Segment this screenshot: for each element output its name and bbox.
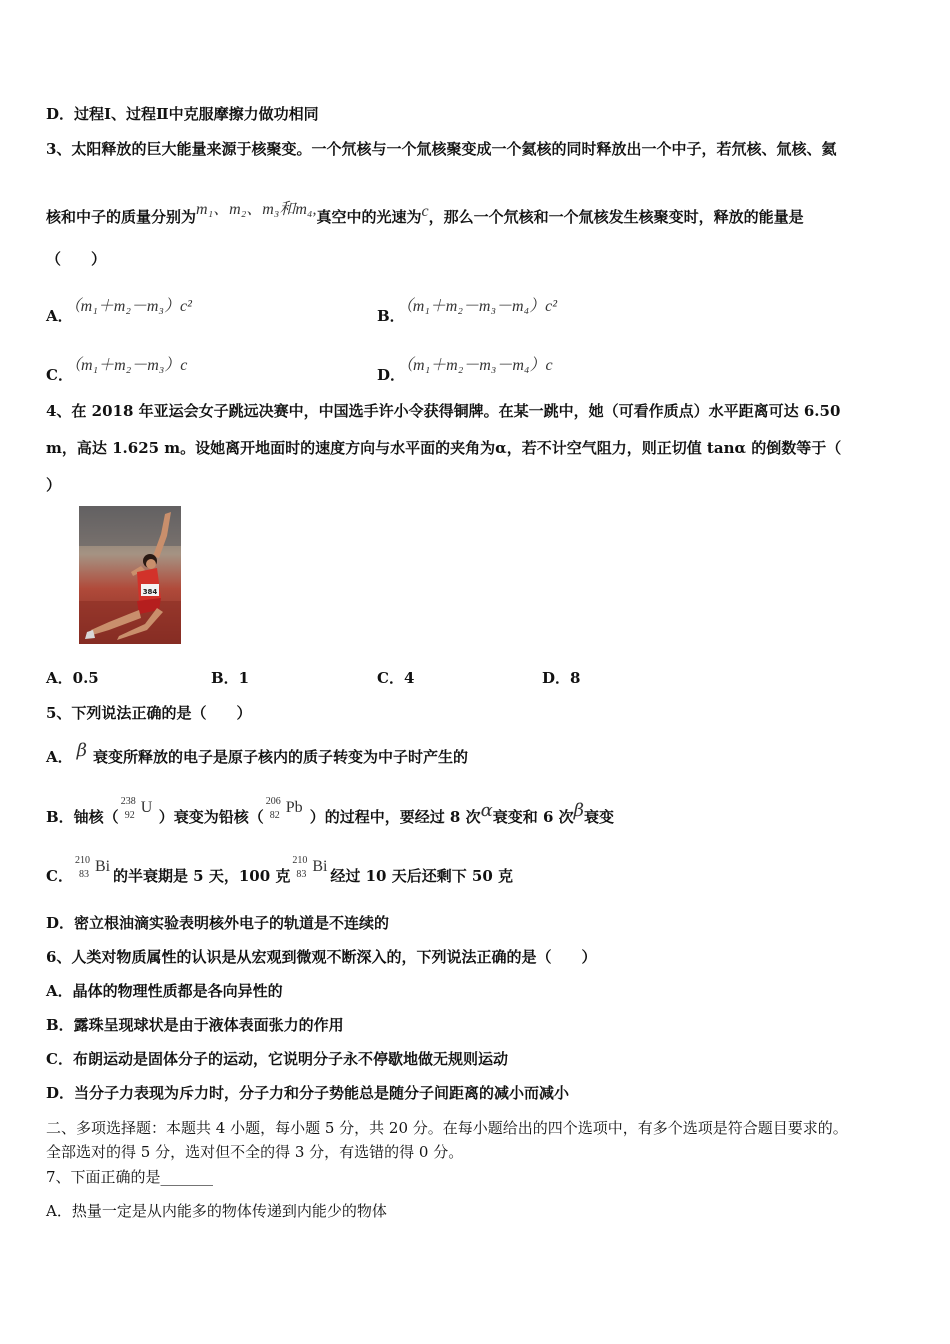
- q4-option-c: C．4: [377, 669, 415, 687]
- alpha-symbol: α: [480, 800, 493, 821]
- q5-option-a-label: A．: [46, 748, 73, 766]
- q4-option-b: B．1: [211, 669, 250, 687]
- uranium-symbol: U: [140, 799, 153, 816]
- long-jump-illustration: [79, 506, 181, 644]
- bib-number: 384: [142, 588, 158, 596]
- q4-option-a: A．0.5: [46, 669, 99, 687]
- long-jump-photo: [79, 506, 181, 644]
- q4-stem-line3: ）: [46, 476, 62, 494]
- bismuth-atomic-number: 83: [78, 869, 89, 880]
- q5-option-c-end: 经过 10 天后还剩下 50 克: [330, 867, 514, 885]
- q5-option-d: D．密立根油滴实验表明核外电子的轨道是不连续的: [46, 914, 390, 932]
- lead-symbol: Pb: [285, 799, 303, 816]
- q5-option-b: [46, 796, 614, 827]
- beta-symbol-2: β: [573, 800, 585, 821]
- q3-option-c: [46, 352, 187, 385]
- q4-stem-line1: 4、在 2018 年亚运会女子跳远决赛中，中国选手许小令获得铜牌。在某一跳中，她（可看作质点）水平距离可达 6.50: [46, 402, 841, 420]
- bismuth-mass-number-2: 210: [292, 855, 308, 866]
- q3-stem-prefix: 核和中子的质量分别为: [46, 208, 197, 226]
- q3-stem-mid: 真空中的光速为: [316, 208, 422, 226]
- q3-option-a-label: A．: [46, 307, 73, 325]
- q7-stem: 7、下面正确的是_______: [46, 1168, 214, 1186]
- q6-option-a: A．晶体的物理性质都是各向异性的: [46, 982, 283, 1000]
- q3-option-d-formula: （m₁＋m₂－m₃－m₄）c: [405, 357, 553, 374]
- lead-atomic-number: 82: [269, 810, 280, 821]
- q5-option-b-label: B．铀核（: [46, 808, 119, 826]
- q5-option-a: [46, 740, 468, 767]
- uranium-atomic-number: 92: [124, 810, 135, 821]
- q3-option-c-formula: （m₁＋m₂－m₃）c: [72, 357, 188, 374]
- q2-option-d: D．过程Ⅰ、过程Ⅱ中克服摩擦力做功相同: [46, 105, 319, 123]
- q5-option-c: [46, 855, 513, 886]
- section2-heading-line2: 全部选对的得 5 分，选对但不全的得 3 分，有选错的得 0 分。: [46, 1143, 464, 1161]
- q3-paren: （ ）: [46, 250, 107, 268]
- q3-option-c-label: C．: [46, 366, 73, 384]
- lead-mass-number: 206: [265, 796, 281, 807]
- q3-light-speed: c: [421, 203, 429, 220]
- q3-stem-line2: [46, 196, 804, 227]
- q3-stem-suffix: ，那么一个氘核和一个氚核发生核聚变时，释放的能量是: [428, 208, 804, 226]
- bismuth-nuclide-2: [290, 855, 330, 885]
- q3-option-a-formula: （m₁＋m₂－m₃）c²: [72, 298, 192, 315]
- bismuth-nuclide: [73, 855, 113, 885]
- lead-nuclide: [264, 796, 310, 826]
- q5-option-b-mid1: ）衰变为铅核（: [158, 808, 264, 826]
- bismuth-mass-number: 210: [74, 855, 90, 866]
- q5-stem: 5、下列说法正确的是（ ）: [46, 704, 252, 722]
- q3-masses: m₁、m₂、m₃和m₄,: [196, 201, 317, 218]
- bismuth-symbol-2: Bi: [312, 858, 328, 875]
- q5-option-b-mid3: 衰变和 6 次: [492, 808, 574, 826]
- q7-option-a: A．热量一定是从内能多的物体传递到内能少的物体: [46, 1202, 387, 1220]
- bismuth-symbol: Bi: [94, 858, 111, 875]
- q6-option-d: D．当分子力表现为斥力时，分子力和分子势能总是随分子间距离的减小而减小: [46, 1084, 570, 1102]
- uranium-nuclide: [119, 796, 159, 826]
- q5-option-b-mid2: ）的过程中，要经过 8 次: [309, 808, 481, 826]
- q5-option-c-label: C．: [46, 867, 73, 885]
- q3-stem-line1: 3、太阳释放的巨大能量来源于核聚变。一个氘核与一个氚核聚变成一个氦核的同时释放出一个中子，若氘核、氚核、氦: [46, 140, 837, 158]
- section2-heading-line1: 二、多项选择题：本题共 4 小题，每小题 5 分，共 20 分。在每小题给出的四个选项中，有多个选项是符合题目要求的。: [46, 1119, 848, 1137]
- beta-symbol: β: [76, 740, 88, 761]
- q6-stem: 6、人类对物质属性的认识是从宏观到微观不断深入的，下列说法正确的是（ ）: [46, 948, 597, 966]
- bismuth-atomic-number-2: 83: [296, 869, 307, 880]
- uranium-mass-number: 238: [120, 796, 136, 807]
- q3-option-b: [377, 293, 557, 326]
- q3-option-b-label: B．: [377, 307, 405, 325]
- q3-option-b-formula: （m₁＋m₂－m₃－m₄）c²: [404, 298, 558, 315]
- q3-option-d: [377, 352, 553, 385]
- q4-option-d: D．8: [542, 669, 581, 687]
- q6-option-c: C．布朗运动是固体分子的运动，它说明分子永不停歇地做无规则运动: [46, 1050, 508, 1068]
- q5-option-a-text: 衰变所释放的电子是原子核内的质子转变为中子时产生的: [93, 748, 469, 766]
- q5-option-b-end: 衰变: [584, 808, 615, 826]
- q3-option-a: [46, 293, 192, 326]
- q6-option-b: B．露珠呈现球状是由于液体表面张力的作用: [46, 1016, 344, 1034]
- q5-option-c-mid: 的半衰期是 5 天，100 克: [112, 867, 291, 885]
- q3-option-d-label: D．: [377, 366, 406, 384]
- q4-stem-line2: m，高达 1.625 m。设她离开地面时的速度方向与水平面的夹角为α，若不计空气阻力，则正切值 tanα 的倒数等于（: [46, 439, 842, 457]
